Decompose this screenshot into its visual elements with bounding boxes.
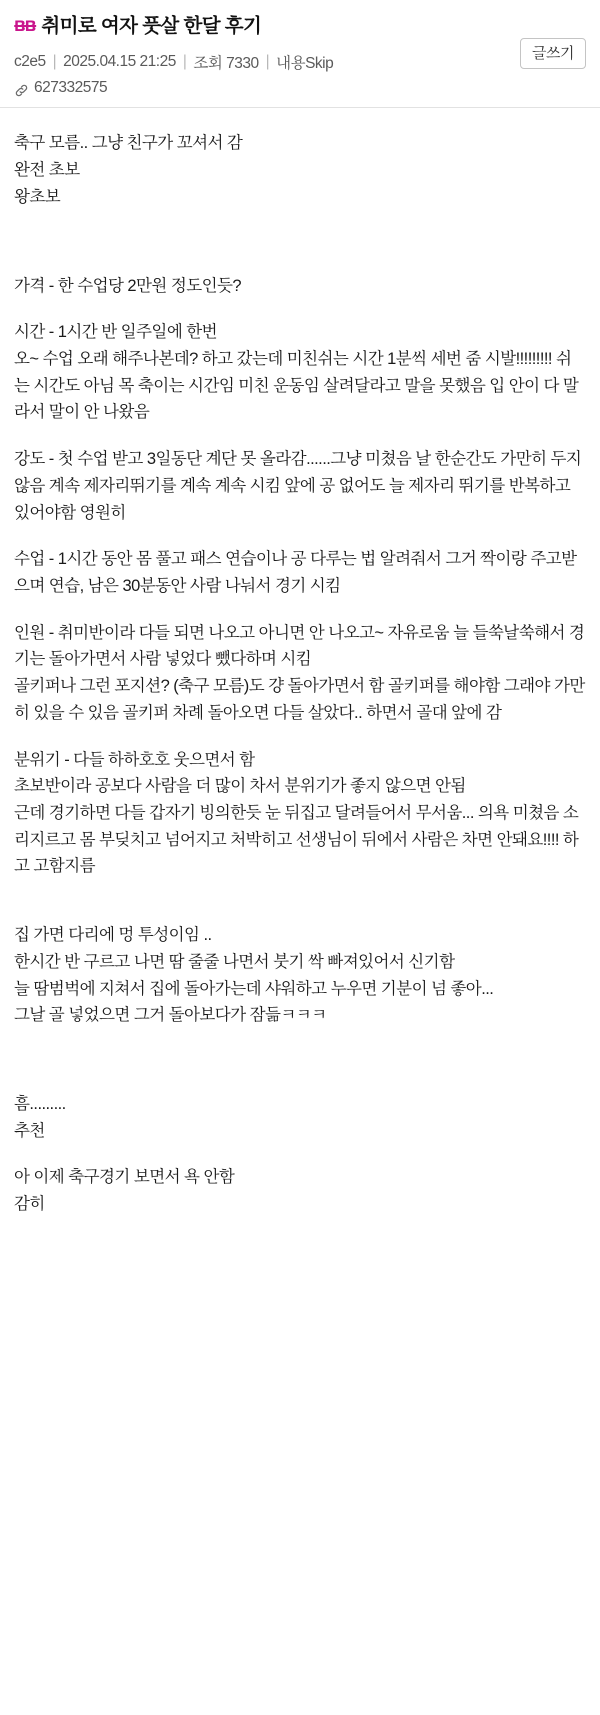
board-badge: ᴃᴃ [14, 15, 36, 36]
paragraph-spacer [14, 1144, 586, 1164]
paragraph-spacer [14, 880, 586, 922]
body-paragraph: 그날 골 넣었으면 그거 돌아보다가 잠듦ㅋㅋㅋ [14, 1006, 327, 1025]
view-count: 조회 7330 [193, 55, 259, 73]
post-datetime: 2025.04.15 21:25 [63, 53, 176, 71]
paragraph-spacer [14, 727, 586, 747]
body-paragraph: 축구 모름.. 그냥 친구가 꼬셔서 감 [14, 134, 243, 153]
body-paragraph: 수업 - 1시간 동안 몸 풀고 패스 연습이나 공 다루는 법 알려줘서 그거 짝이랑 주고받으며 연습, 남은 30분동안 사람 나눠서 경기 시킴 [14, 550, 577, 595]
body-paragraph: 가격 - 한 수업당 2만원 정도인듯? [14, 276, 242, 295]
body-paragraph: 늘 땀범벅에 지쳐서 집에 돌아가는데 샤워하고 누우면 기분이 넘 좋아... [14, 979, 494, 998]
body-paragraph: 한시간 반 구르고 나면 땀 줄줄 나면서 붓기 싹 빠져있어서 신기함 [14, 952, 455, 971]
body-paragraph: 인원 - 취미반이라 다들 되면 나오고 아니면 안 나오고~ 자유로움 늘 들쑥날쑥해서 경기는 돌아가면서 사람 넣었다 뺐다하며 시킴 [14, 623, 585, 669]
meta-separator-3: | [265, 53, 270, 71]
paragraph-spacer [14, 299, 586, 319]
write-post-button[interactable]: 글쓰기 [520, 38, 586, 69]
body-paragraph: 흠......... [14, 1095, 66, 1114]
post-id-row[interactable] [14, 79, 586, 97]
post-header [0, 0, 600, 108]
body-paragraph: 분위기 - 다들 하하호호 웃으면서 함 [14, 750, 255, 769]
paragraph-spacer [14, 526, 586, 546]
title-row [14, 14, 586, 39]
author-name[interactable]: c2e5 [14, 53, 46, 71]
body-paragraph: 추천 [14, 1121, 45, 1140]
meta-separator-2: | [182, 53, 187, 71]
meta-separator-1: | [52, 53, 57, 71]
body-paragraph: 초보반이라 공보다 사람을 더 많이 차서 분위기가 좋지 않으면 안됨 [14, 777, 466, 796]
post-meta [14, 51, 586, 73]
body-paragraph: 집 가면 다리에 멍 투성이임 .. [14, 926, 212, 945]
post-id: 627332575 [34, 79, 108, 97]
body-paragraph: 감히 [14, 1195, 45, 1214]
body-paragraph: 골키퍼나 그런 포지션? (축구 모름)도 걍 돌아가면서 함 골키퍼를 해야함 그래야 가만히 있을 수 있음 골키퍼 차례 돌아오면 다들 살았다.. 하면서 골대 앞에 감 [14, 677, 585, 722]
paragraph-spacer [14, 1029, 586, 1091]
post-content [0, 108, 600, 1248]
body-paragraph: 시간 - 1시간 반 일주일에 한번 [14, 323, 218, 342]
body-paragraph: 근데 경기하면 다들 갑자기 빙의한듯 눈 뒤집고 달려들어서 무서움... 의욕 미쳤음 소리지르고 몸 부딪치고 넘어지고 처박히고 선생님이 뒤에서 사람은 차면 안돼요!!!! 하고 고함지름 [14, 804, 579, 876]
body-paragraph: 오~ 수업 오래 해주나본데? 하고 갔는데 미친쉬는 시간 1분씩 세번 줌 시발!!!!!!!!! 쉬는 시간도 아님 목 축이는 시간임 미친 운동임 살려달라고 말을 못했음 입 안이 다 말라서 말이 안 나왔음 [14, 349, 579, 422]
body-paragraph: 아 이제 축구경기 보면서 욕 안함 [14, 1168, 235, 1187]
content-skip-link[interactable]: 내용Skip [276, 55, 334, 73]
link-icon [14, 83, 29, 98]
body-paragraph: 완전 초보 [14, 161, 80, 180]
body-paragraph: 왕초보 [14, 187, 61, 206]
paragraph-spacer [14, 600, 586, 620]
paragraph-spacer [14, 211, 586, 273]
page-title: 취미로 여자 풋살 한달 후기 [41, 15, 262, 37]
body-paragraph: 강도 - 첫 수업 받고 3일동단 계단 못 올라감......그냥 미쳤음 날 한순간도 가만히 두지않음 계속 제자리뛰기를 계속 계속 시킴 앞에 공 없어도 늘 제자리 뛰기를 반복하고 있어야함 영원히 [14, 450, 582, 522]
paragraph-spacer [14, 426, 586, 446]
